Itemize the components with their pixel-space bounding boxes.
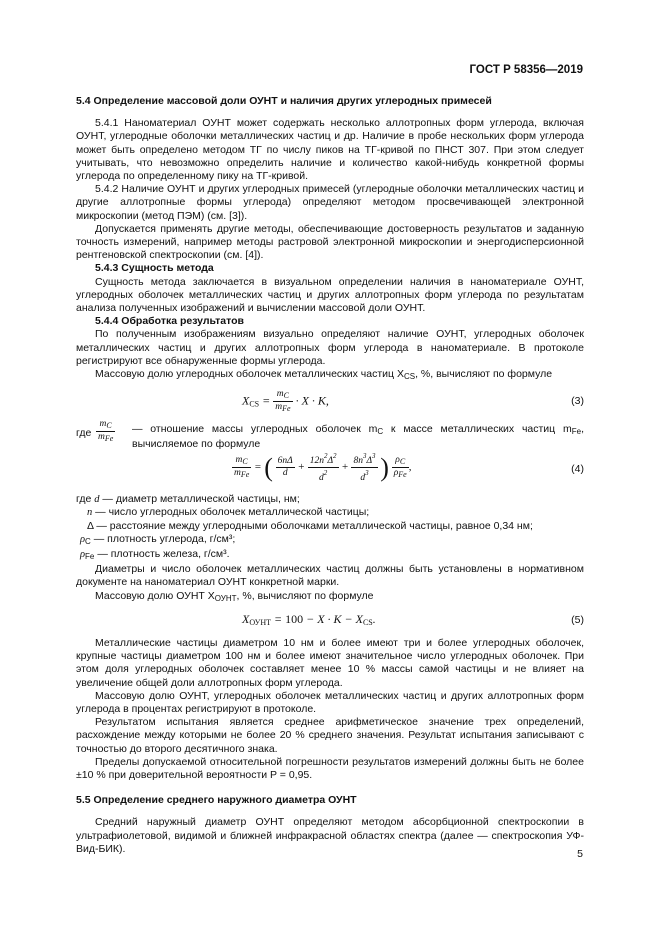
paragraph-mass-fraction: Массовую долю ОУНТ, углеродных оболочек металлических частиц и других аллотропных форм углерода в процентах регистрируют в протоколе. bbox=[76, 689, 584, 715]
paragraph-diameters: Диаметры и число оболочек металлических частиц должны быть установлены в нормативном документе на наноматериал ОУНТ конкретной марки. bbox=[76, 563, 584, 589]
definition-delta: Δ — расстояние между углеродными оболочками металлической частицы, равное 0,34 нм; bbox=[87, 519, 533, 532]
paragraph-5-4-1: 5.4.1 Наноматериал ОУНТ может содержать несколько аллотропных форм углерода, включая ОУНТ, углеродные оболочки металлических частиц и др. Наличие в пробе нескольких форм углерода может быть определено методом ТГ по числу пиков на ТГ-кривой по ПНСТ 307. При этом следует учитывать, что невозможно определить наличие и количество какой-нибудь конкретной формы углерода по определенному пику на ТГ-кривой. bbox=[76, 117, 584, 183]
paragraph-limits: Пределы допускаемой относительной погрешности результатов измерений должны быть не более ±10 % при доверительной вероятности P = 0,95. bbox=[76, 755, 584, 781]
page-number: 5 bbox=[577, 848, 583, 860]
definition-d: где d — диаметр металлической частицы, нм; bbox=[76, 493, 300, 506]
section-5-4-title: 5.4 Определение массовой доли ОУНТ и наличия других углеродных примесей bbox=[76, 95, 492, 107]
formula-4-number: (4) bbox=[571, 463, 584, 476]
definition-n: n — число углеродных оболочек металлической частицы; bbox=[87, 506, 370, 519]
section-5-5-title: 5.5 Определение среднего наружного диаметра ОУНТ bbox=[76, 794, 357, 807]
section-5-4-4-title: 5.4.4 Обработка результатов bbox=[95, 315, 244, 328]
definitions-list bbox=[76, 493, 584, 563]
paragraph-5-4-2: 5.4.2 Наличие ОУНТ и других углеродных примесей (углеродные оболочки металлических частиц и другие аллотропные формы углерода) определяют методом просвечивающей электронной микроскопии (метод ПЭМ) (см. [3]). bbox=[76, 183, 584, 222]
paragraph-5-5: Средний наружный диаметр ОУНТ определяют методом абсорбционной спектроскопии в ультрафиолетовой, видимой и ближней инфракрасной областях спектра (далее — спектроскопия УФ-Вид-БИК). bbox=[76, 816, 584, 855]
document-header: ГОСТ Р 58356—2019 bbox=[469, 64, 583, 76]
formula-3: $X_{CS}$ = $\frac{m_C}{m_{Fe}}$ · X · K, (3) bbox=[242, 389, 584, 414]
paragraph-5-4-4-a: По полученным изображениям визуально определяют наличие ОУНТ, углеродных оболочек металлических частиц и других аллотропных форм углерода в наноматериале. В протоколе регистрируют все обнаруженные формы углерода. bbox=[76, 328, 584, 367]
paragraph-5-4-3: Сущность метода заключается в визуальном определении наличия в наноматериале ОУНТ, углеродных оболочек металлических частиц и других аллотропных форм углерода по результатам анализа полученных изображений и вычислении массовой доли ОУНТ. bbox=[76, 275, 584, 315]
paragraph-result: Результатом испытания является среднее арифметическое значение трех определений, расхождение между которыми не более 20 % среднего значения. Результат испытания записывают с точностью до второго десятичного знака. bbox=[76, 716, 584, 755]
paragraph-5-4-2-b: Допускается применять другие методы, обеспечивающие достоверность результатов и заданную точность измерений, например методы растровой электронной микроскопии и энергодисперсионной рентгеновской спектроскопии (см. [4]). bbox=[76, 222, 584, 262]
formula-5-number: (5) bbox=[571, 613, 584, 626]
paragraph-5-4-4-b: Массовую долю углеродных оболочек металлических частиц $X_{CS}$, %, вычисляют по формуле bbox=[95, 368, 553, 382]
definition-rho-c: $\rho_C$ — плотность углерода, г/см³; bbox=[80, 532, 236, 546]
formula-3-number: (3) bbox=[571, 395, 584, 408]
formula-4: $\frac{m_C}{m_{Fe}}$ = ( $\frac{6n\Delta}{d}$ + $\frac{12n^2\Delta^2}{d^2}$ + $\frac{8n^3\Delta^3}{d^3}$ ) $\frac{\rho_C}{\rho_{Fe}}$ , (4) bbox=[234, 452, 584, 484]
formula-5: $X_{ОУНТ} = 100 - X \cdot K - X_{CS}$. (5) bbox=[242, 611, 584, 627]
definition-rho-fe: $\rho_{Fe}$ — плотность железа, г/см³. bbox=[80, 548, 230, 562]
section-5-4-3-title: 5.4.3 Сущность метода bbox=[95, 262, 214, 275]
where-ratio: где $m_C$ $m_{Fe}$ — отношение массы углеродных оболочек $m_C$ к массе металлических частиц $m_{Fe}$, вычисляемое по формуле bbox=[76, 419, 584, 451]
content bbox=[76, 95, 584, 856]
paragraph-metal-particles: Металлические частицы диаметром 10 нм и более имеют три и более углеродных оболочек, крупные частицы диаметром 100 нм и более имеют значительное число углеродных оболочек. При этом доля углеродных оболочек составляет менее 10 % массы самой частицы и не влияет на увеличение общей доли аллотропных форм углерода. bbox=[76, 636, 584, 689]
paragraph-oynt-formula-intro: Массовую долю ОУНТ $X_{ОУНТ}$, %, вычисляют по формуле bbox=[95, 589, 374, 603]
